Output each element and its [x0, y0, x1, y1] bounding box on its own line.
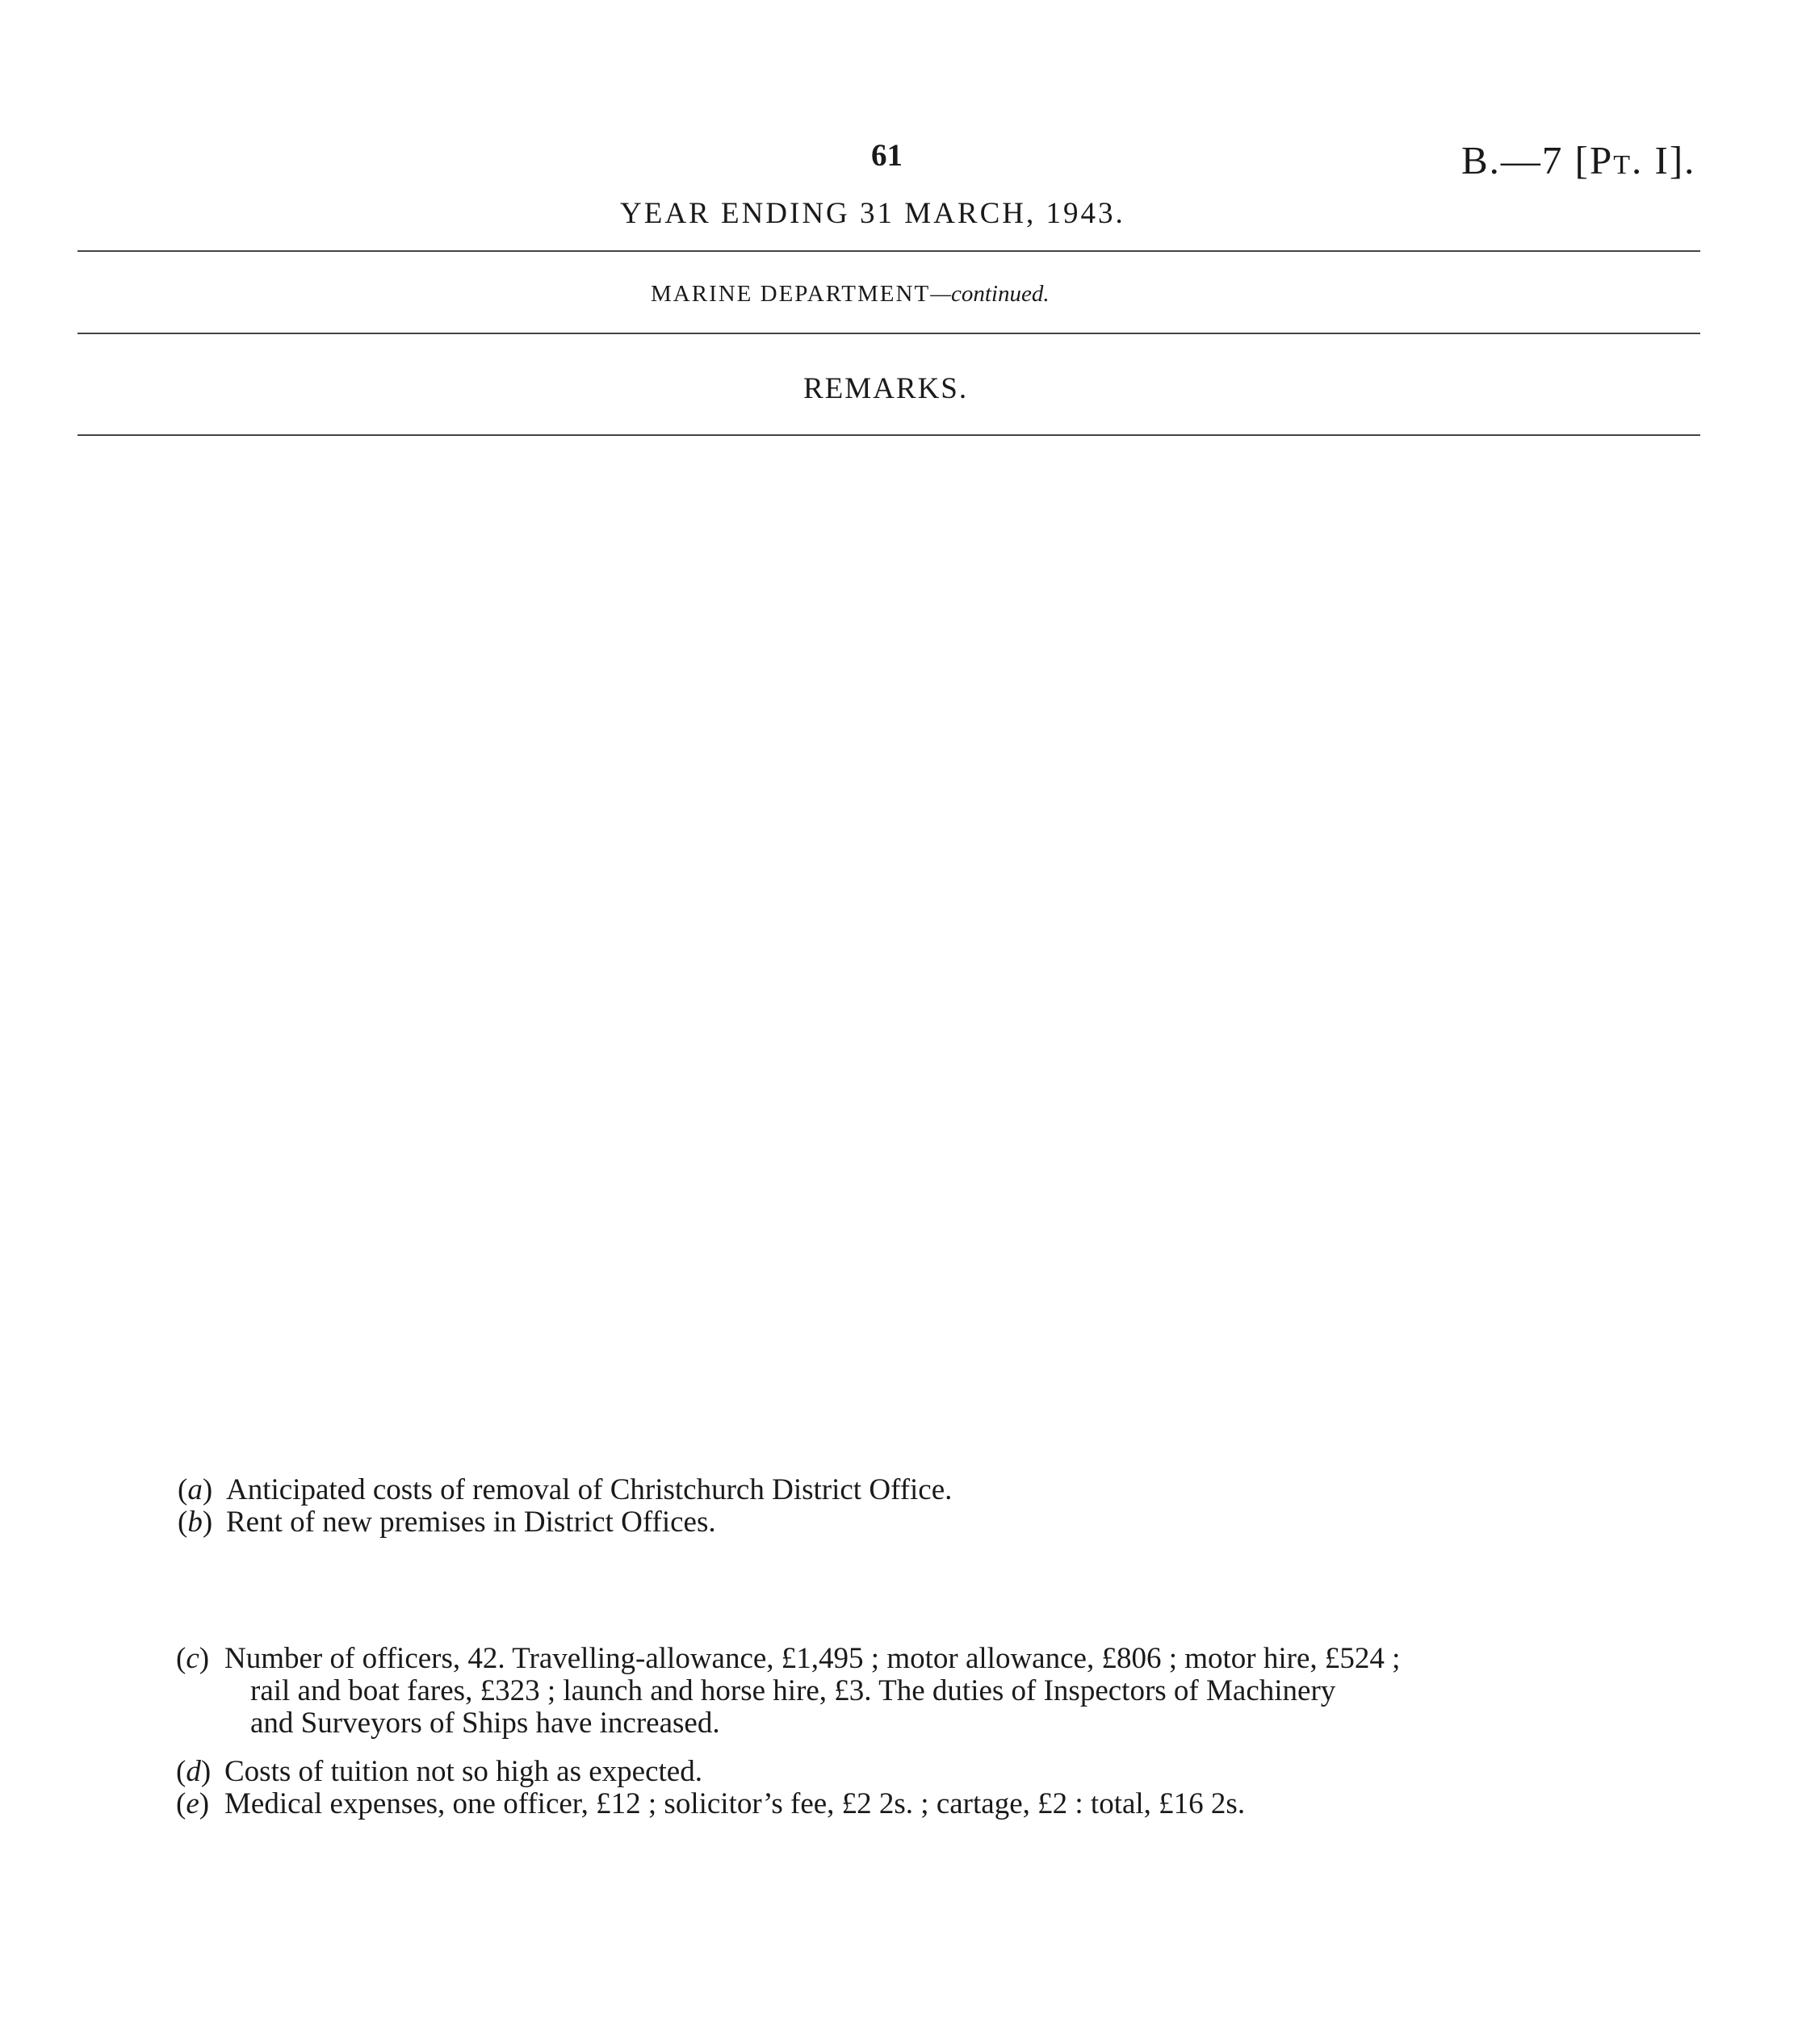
note-letter: (b) [178, 1506, 213, 1539]
note-text: Anticipated costs of removal of Christchurch District Office. [226, 1473, 953, 1506]
note-letter: (a) [178, 1473, 213, 1506]
bottom-rule [78, 434, 1700, 436]
note-text: Rent of new premises in District Offices. [226, 1506, 716, 1539]
top-rule [78, 250, 1700, 252]
department-heading [651, 281, 1050, 308]
note-e [176, 1788, 1245, 1820]
doc-ref-prefix: B.—7 [ [1461, 138, 1590, 182]
page-number: 61 [871, 138, 903, 173]
document-reference [1461, 137, 1695, 183]
note-letter: (c) [176, 1642, 210, 1675]
year-heading: YEAR ENDING 31 MARCH, 1943. [620, 197, 1125, 230]
department-name: MARINE DEPARTMENT [651, 281, 931, 307]
note-b [178, 1506, 716, 1539]
middle-rule [78, 333, 1700, 334]
note-letter: (e) [176, 1787, 210, 1820]
note-text-continued: and Surveyors of Ships have increased. [250, 1707, 720, 1740]
doc-ref-part: Pt. [1590, 138, 1644, 182]
note-text: Medical expenses, one officer, £12 ; solicitor’s fee, £2 2s. ; cartage, £2 : total, £16 2s. [224, 1787, 1246, 1820]
department-suffix: —continued. [930, 281, 1050, 307]
note-letter: (d) [176, 1755, 212, 1788]
note-text: Number of officers, 42. Travelling-allowance, £1,495 ; motor allowance, £806 ; motor hire, £524 ; [224, 1642, 1401, 1675]
note-a [178, 1474, 952, 1506]
doc-ref-suffix: I]. [1643, 138, 1696, 182]
note-text-continued: rail and boat fares, £323 ; launch and horse hire, £3. The duties of Inspectors of Machinery [250, 1674, 1336, 1707]
note-d [176, 1756, 702, 1788]
section-title: REMARKS. [803, 372, 969, 405]
note-c [176, 1643, 1400, 1740]
note-text: Costs of tuition not so high as expected. [224, 1755, 702, 1788]
